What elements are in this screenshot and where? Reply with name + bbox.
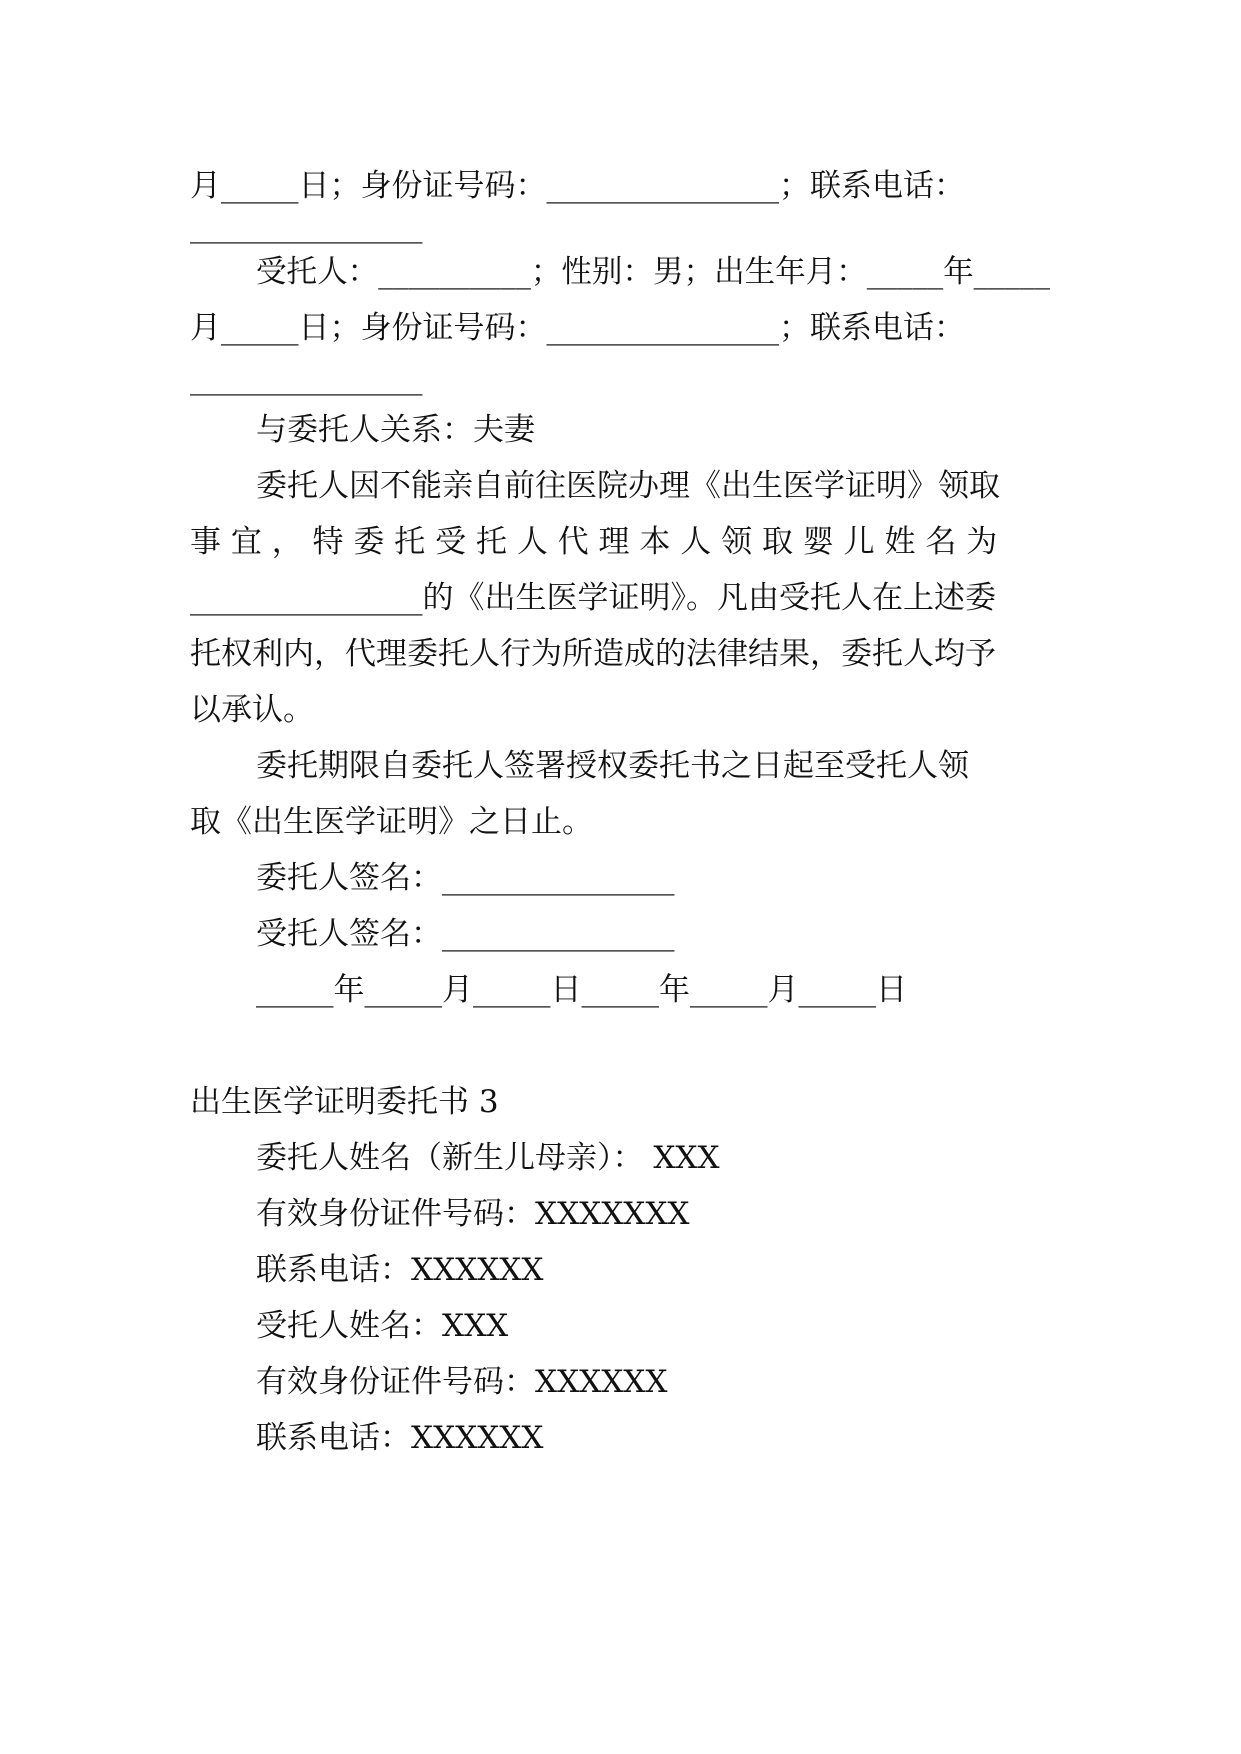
text-line-2: _______________ (190, 208, 423, 244)
text-line-10: 托权利内，代理委托人行为所造成的法律结果，委托人均予 (190, 636, 996, 672)
signature-line-2: 受托人签名：_______________ (256, 916, 675, 952)
text-line-18: 委托人姓名（新生儿母亲）： XXX (256, 1140, 720, 1176)
text-line-11: 以承认。 (190, 692, 314, 728)
text-line-19: 有效身份证件号码：XXXXXXX (256, 1196, 690, 1232)
text-line-6: 与委托人关系：夫妻 (256, 412, 535, 448)
text-line-13: 取《出生医学证明》之日止。 (190, 804, 593, 840)
text-line-8: 事 宜 ， 特 委 托 受 托 人 代 理 本 人 领 取 婴 儿 姓 名 为 (190, 524, 998, 560)
section-title: 出生医学证明委托书 3 (190, 1084, 499, 1120)
text-line-1: 月_____日；身份证号码：_______________；联系电话： (190, 168, 965, 204)
signature-line-1: 委托人签名：_______________ (256, 860, 675, 896)
text-line-12: 委托期限自委托人签署授权委托书之日起至受托人领 (256, 748, 969, 784)
text-line-4: 月_____日；身份证号码：_______________；联系电话： (190, 310, 965, 346)
text-line-3: 受托人：__________；性别：男；出生年月：_____年_____ (256, 254, 1050, 290)
text-line-21: 受托人姓名：XXX (256, 1308, 509, 1344)
text-line-22: 有效身份证件号码：XXXXXX (256, 1364, 668, 1400)
text-line-7: 委托人因不能亲自前往医院办理《出生医学证明》领取 (256, 468, 1000, 504)
text-line-9: _______________的《出生医学证明》。凡由受托人在上述委 (190, 580, 996, 616)
text-line-20: 联系电话：XXXXXX (256, 1252, 544, 1288)
text-line-23: 联系电话：XXXXXX (256, 1420, 544, 1456)
text-line-5: _______________ (190, 360, 423, 396)
date-line: _____年_____月_____日_____年_____月_____日 (256, 972, 907, 1008)
